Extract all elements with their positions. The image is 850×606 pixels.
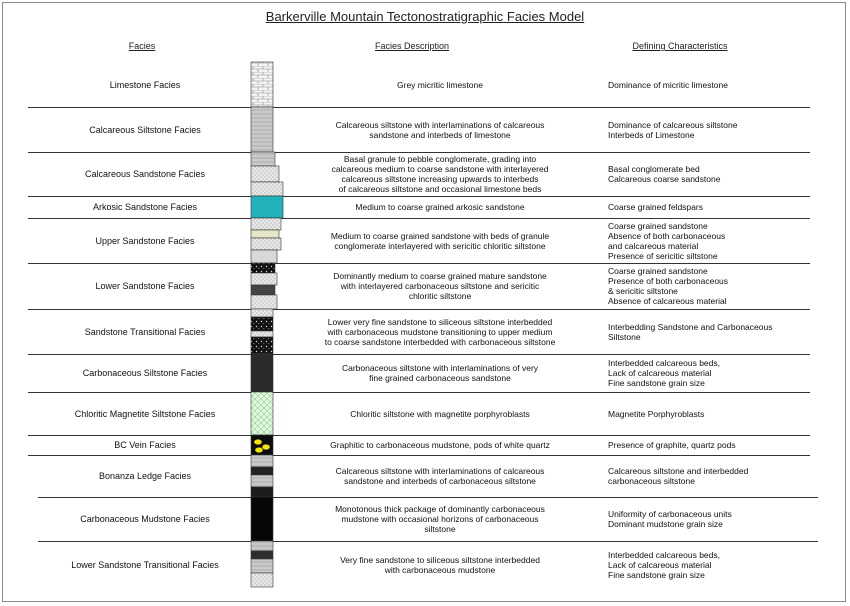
bonanza-ledge-layer	[251, 487, 273, 497]
characteristic-line: Dominance of calcareous siltstone	[608, 119, 738, 130]
description-line: with carbonaceous mudstone	[384, 564, 496, 575]
characteristic-line: and calcareous material	[608, 240, 699, 251]
lower-sandstone-transitional-layer	[251, 573, 273, 587]
characteristic-line: Coarse grained sandstone	[608, 220, 708, 231]
characteristic-line: Coarse grained sandstone	[608, 266, 708, 276]
characteristic-line: Siltstone	[608, 331, 641, 342]
characteristic-line: Absence of both carbonaceous	[608, 230, 726, 241]
arkosic-sandstone-layer	[251, 196, 283, 218]
characteristic-line: & sericitic siltstone	[608, 286, 678, 296]
quartz-pod	[255, 447, 263, 452]
bc-vein-layer	[251, 435, 273, 455]
facies-name: Carbonaceous Mudstone Facies	[80, 514, 210, 524]
description-line: sandstone and interbeds of carbonaceous siltstone	[344, 476, 536, 486]
characteristic-line: carbonaceous siltstone	[608, 476, 695, 486]
carbonaceous-mudstone-layer	[251, 497, 273, 541]
bonanza-ledge-layer	[251, 475, 273, 487]
lower-sandstone-layer	[251, 263, 275, 273]
figure-title: Barkerville Mountain Tectonostratigraphic Facies Model	[265, 9, 585, 24]
facies-name: Bonanza Ledge Facies	[98, 471, 192, 481]
bonanza-ledge-layer	[251, 455, 273, 467]
chloritic-magnetite-layer	[251, 392, 273, 435]
description-line: Graphitic to carbonaceous mudstone, pods of white quartz	[330, 440, 550, 450]
facies-name: Arkosic Sandstone Facies	[92, 202, 198, 212]
characteristic-line: Calcareous coarse sandstone	[608, 174, 721, 184]
facies-name: Calcareous Siltstone Facies	[89, 124, 201, 135]
carbonaceous-siltstone-layer	[251, 354, 273, 392]
description-line: sandstone and interbeds of limestone	[369, 129, 511, 140]
characteristic-line: Presence of graphite, quartz pods	[608, 440, 736, 450]
calcareous-sandstone-layer	[251, 166, 279, 182]
description-line: Very fine sandstone to siliceous siltstone interbedded	[340, 554, 540, 565]
sandstone-transitional-layer	[251, 309, 273, 317]
sandstone-transitional-layer	[251, 337, 273, 354]
upper-sandstone-layer	[251, 230, 279, 238]
header-facies: Facies	[128, 41, 156, 51]
facies-name: BC Vein Facies	[114, 440, 176, 450]
description-line: conglomerate interlayered with sericitic chloritic siltstone	[334, 240, 546, 251]
description-line: to coarse sandstone interbedded with carbonaceous siltstone	[324, 336, 556, 347]
description-line: with carbonaceous mudstone transitioning to upper medium	[327, 326, 553, 337]
lower-sandstone-transitional-layer	[251, 551, 273, 559]
description-line: Medium to coarse grained sandstone with beds of granule	[330, 230, 550, 241]
upper-sandstone-layer	[251, 218, 281, 230]
description-line: Basal granule to pebble conglomerate, grading into	[343, 154, 537, 164]
quartz-pod	[254, 439, 262, 444]
lower-sandstone-layer	[251, 273, 277, 285]
characteristic-line: Presence of sericitic siltstone	[608, 250, 718, 261]
facies-name: Lower Sandstone Transitional Facies	[71, 559, 219, 570]
characteristic-line: Interbedding Sandstone and Carbonaceous	[608, 321, 773, 332]
description-line: siltstone	[424, 524, 456, 534]
description-line: Lower very fine sandstone to siliceous siltstone interbedded	[327, 316, 553, 327]
lower-sandstone-layer	[251, 285, 275, 295]
description-line: calcareous siltstone increasing upwards to interbeds	[341, 174, 539, 184]
characteristic-line: Fine sandstone grain size	[608, 569, 705, 580]
upper-sandstone-layer	[251, 250, 277, 263]
description-line: calcareous medium to coarse sandstone with interlayered	[331, 164, 549, 174]
description-line: mudstone with occasional horizons of carbonaceous	[341, 514, 539, 524]
characteristic-line: Fine sandstone grain size	[608, 378, 705, 388]
header-defining-characteristics: Defining Characteristics	[632, 41, 728, 51]
description-line: Calcareous siltstone with interlaminations of calcareous	[335, 119, 545, 130]
characteristic-line: Lack of calcareous material	[608, 368, 712, 378]
characteristic-line: Dominant mudstone grain size	[608, 519, 723, 529]
description-line: Carbonaceous siltstone with interlaminations of very	[341, 363, 539, 373]
characteristic-line: Presence of both carbonaceous	[608, 276, 729, 286]
characteristic-line: Dominance of micritic limestone	[608, 79, 728, 90]
description-line: fine grained carbonaceous sandstone	[369, 373, 511, 383]
lower-sandstone-transitional-layer	[251, 559, 273, 573]
lower-sandstone-layer	[251, 295, 277, 309]
description-line: Grey micritic limestone	[397, 79, 483, 90]
facies-name: Carbonaceous Siltstone Facies	[82, 368, 208, 378]
characteristic-line: Calcareous siltstone and interbedded	[608, 466, 749, 476]
description-line: with interlayered carbonaceous siltstone and sericitic	[340, 281, 540, 291]
description-line: Calcareous siltstone with interlaminations of calcareous	[335, 466, 545, 476]
characteristic-line: Magnetite Porphyroblasts	[608, 408, 705, 419]
upper-sandstone-layer	[251, 238, 281, 250]
characteristic-line: Uniformity of carbonaceous units	[608, 509, 732, 519]
characteristic-line: Basal conglomerate bed	[608, 164, 700, 174]
lower-sandstone-transitional-layer	[251, 541, 273, 551]
description-line: chloritic siltstone	[408, 291, 472, 301]
description-line: Medium to coarse grained arkosic sandstone	[355, 202, 525, 212]
facies-name: Upper Sandstone Facies	[95, 235, 195, 246]
header-facies-description: Facies Description	[374, 41, 450, 51]
characteristic-line: Coarse grained feldspars	[608, 202, 703, 212]
characteristic-line: Lack of calcareous material	[608, 559, 712, 570]
facies-name: Calcareous Sandstone Facies	[84, 169, 206, 179]
description-line: Dominantly medium to coarse grained mature sandstone	[333, 271, 547, 281]
facies-name: Chloritic Magnetite Siltstone Facies	[74, 408, 216, 419]
characteristic-line: Absence of calcareous material	[608, 296, 727, 306]
facies-name: Lower Sandstone Facies	[95, 281, 195, 291]
characteristic-line: Interbedded calcareous beds,	[608, 549, 720, 560]
sandstone-transitional-layer	[251, 317, 273, 331]
calcareous-siltstone-layer	[251, 107, 273, 152]
characteristic-line: Interbedded calcareous beds,	[608, 358, 720, 368]
facies-name: Sandstone Transitional Facies	[84, 326, 206, 337]
characteristic-line: Interbeds of Limestone	[608, 129, 695, 140]
quartz-pod	[262, 444, 270, 449]
limestone-layer	[251, 62, 273, 107]
description-line: Monotonous thick package of dominantly carbonaceous	[335, 504, 545, 514]
description-line: Chloritic siltstone with magnetite porphyroblasts	[350, 408, 530, 419]
description-line: of calcareous siltstone and occasional limestone beds	[338, 184, 542, 194]
calcareous-sandstone-layer	[251, 182, 283, 196]
sandstone-transitional-layer	[251, 331, 273, 337]
calcareous-sandstone-layer	[251, 152, 275, 166]
facies-name: Limestone Facies	[109, 79, 181, 90]
bonanza-ledge-layer	[251, 467, 273, 475]
